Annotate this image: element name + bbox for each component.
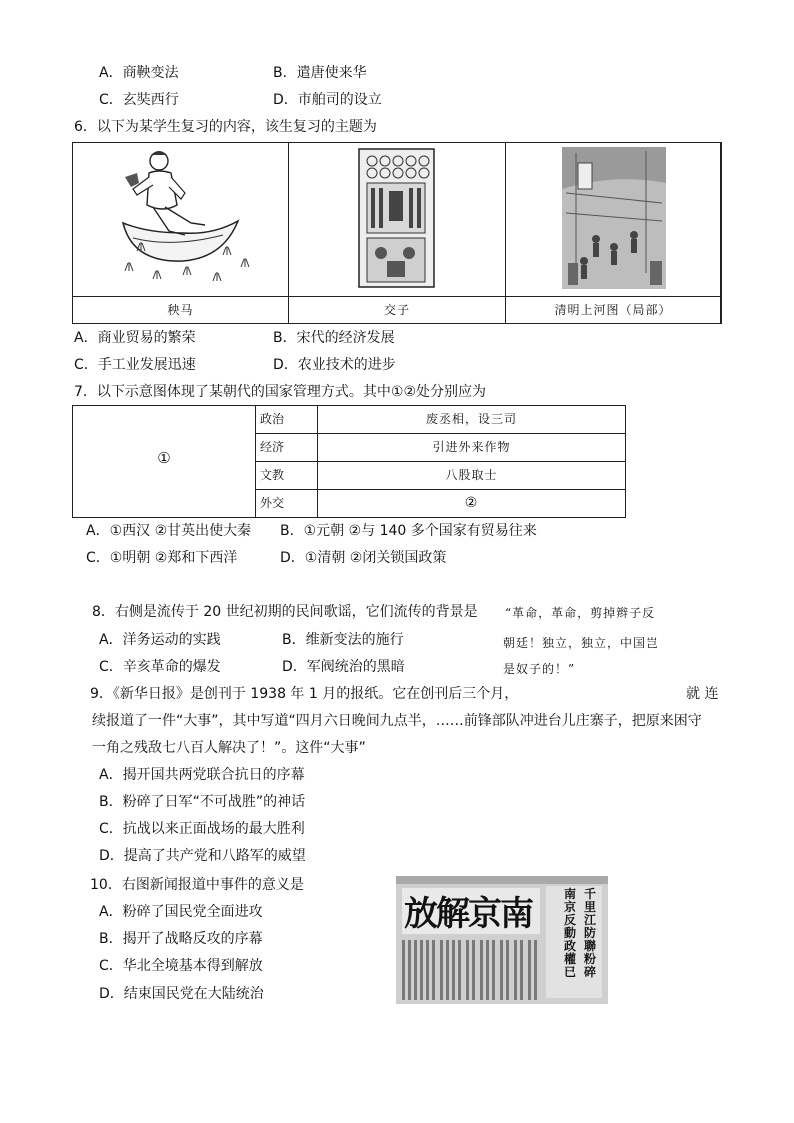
q7-management-table (72, 405, 626, 518)
q9-option-c: C．抗战以来正面战场的最大胜利 (99, 821, 305, 837)
q9-option-b: B．粉碎了日军“不可战胜”的神话 (99, 794, 306, 810)
q8-stem: 8．右侧是流传于 20 世纪初期的民间歌谣，它们流传的背景是 (92, 604, 478, 620)
row-value: 废丞相，设三司 (425, 412, 517, 426)
dynasty-cell (73, 406, 256, 517)
q7-option-b: B．①元朝 ②与 140 多个国家有贸易往来 (280, 523, 537, 539)
jiaozi-illustration (289, 143, 504, 293)
row-key: 政治 (256, 406, 318, 433)
caption-yangma: 秧马 (73, 296, 289, 324)
q10-option-b: B．揭开了战略反攻的序幕 (99, 931, 263, 947)
q7-stem: 7．以下示意图体现了某朝代的国家管理方式。其中①②处分别应为 (74, 384, 487, 400)
newspaper-side-headline-2: 南京反動政權已 (564, 887, 577, 979)
q6-picture-table (72, 142, 722, 324)
yangma-illustration (73, 143, 287, 293)
ballad-line-3: 是奴子的！” (503, 662, 576, 676)
newspaper-headline: 南京解放 (404, 894, 532, 934)
row-value: 八股取士 (445, 468, 498, 482)
q7-option-a: A．①西汉 ②甘英出使大秦 (86, 523, 252, 539)
row-key: 外交 (256, 490, 318, 517)
q6-option-b: B．宋代的经济发展 (273, 330, 395, 346)
q6-option-d: D．农业技术的进步 (273, 357, 396, 373)
q8-option-b: B．维新变法的施行 (282, 632, 404, 648)
caption-jiaozi: 交子 (289, 296, 506, 324)
q9-option-d: D．提高了共产党和八路军的威望 (99, 848, 306, 864)
q7-option-c: C．①明朝 ②郑和下西洋 (86, 550, 238, 566)
qingming-painting-cell (506, 143, 721, 296)
q8-option-c: C．辛亥革命的爆发 (99, 659, 221, 675)
q6-option-c: C．手工业发展迅速 (74, 357, 196, 373)
q8-option-d: D．军阀统治的黑暗 (282, 659, 405, 675)
table-row (256, 462, 625, 490)
qingming-painting-illustration (506, 143, 721, 293)
q5-option-c: C．玄奘西行 (99, 92, 179, 108)
newspaper-side-headline: 千里江防聯粉碎 (584, 887, 597, 979)
q10-option-c: C．华北全境基本得到解放 (99, 958, 263, 974)
table-row (256, 490, 625, 517)
q6-option-a: A．商业贸易的繁荣 (74, 330, 196, 346)
q5-option-a: A．商鞅变法 (99, 65, 179, 81)
q5-option-b: B．遣唐使来华 (273, 65, 367, 81)
q5-option-d: D．市舶司的设立 (273, 92, 382, 108)
q10-option-a: A．粉碎了国民党全面进攻 (99, 904, 263, 920)
q10-option-d: D．结束国民党在大陆统治 (99, 986, 264, 1002)
q6-stem: 6．以下为某学生复习的内容，该生复习的主题为 (74, 119, 377, 135)
q10-stem: 10．右图新闻报道中事件的意义是 (90, 877, 304, 893)
table-row (256, 406, 625, 434)
row-key: 文教 (256, 462, 318, 489)
jiaozi-image-cell (289, 143, 506, 296)
q9-stem-line-1-tail: 就 连 (686, 686, 719, 702)
row-value: 引进外来作物 (432, 440, 511, 454)
q8-option-a: A．洋务运动的实践 (99, 632, 221, 648)
newspaper-image (396, 876, 608, 1004)
newspaper-text-columns (396, 936, 546, 1004)
q9-option-a: A．揭开国共两党联合抗日的序幕 (99, 767, 305, 783)
blank-mark-1: ① (157, 449, 171, 467)
caption-qingming: 清明上河图（局部） (506, 296, 721, 324)
blank-mark-2: ② (464, 495, 479, 511)
q9-stem-line-2: 续报道了一件“大事”，其中写道“四月六日晚间九点半，……前锋部队冲进台儿庄寨子，把原来困守 (92, 713, 702, 729)
yangma-image-cell (73, 143, 289, 296)
table-row (256, 434, 625, 462)
q9-stem-line-1: 9．《新华日报》是创刊于 1938 年 1 月的报纸。它在创刊后三个月， (90, 686, 519, 702)
ballad-line-1: “革命，革命，剪掉辫子反 (505, 606, 656, 620)
row-key: 经济 (256, 434, 318, 461)
q7-option-d: D．①清朝 ②闭关锁国政策 (280, 550, 447, 566)
ballad-line-2: 朝廷！独立，独立，中国岂 (503, 636, 660, 650)
q9-stem-line-3: 一角之残敌七八百人解决了！”。这件“大事” (92, 740, 366, 756)
